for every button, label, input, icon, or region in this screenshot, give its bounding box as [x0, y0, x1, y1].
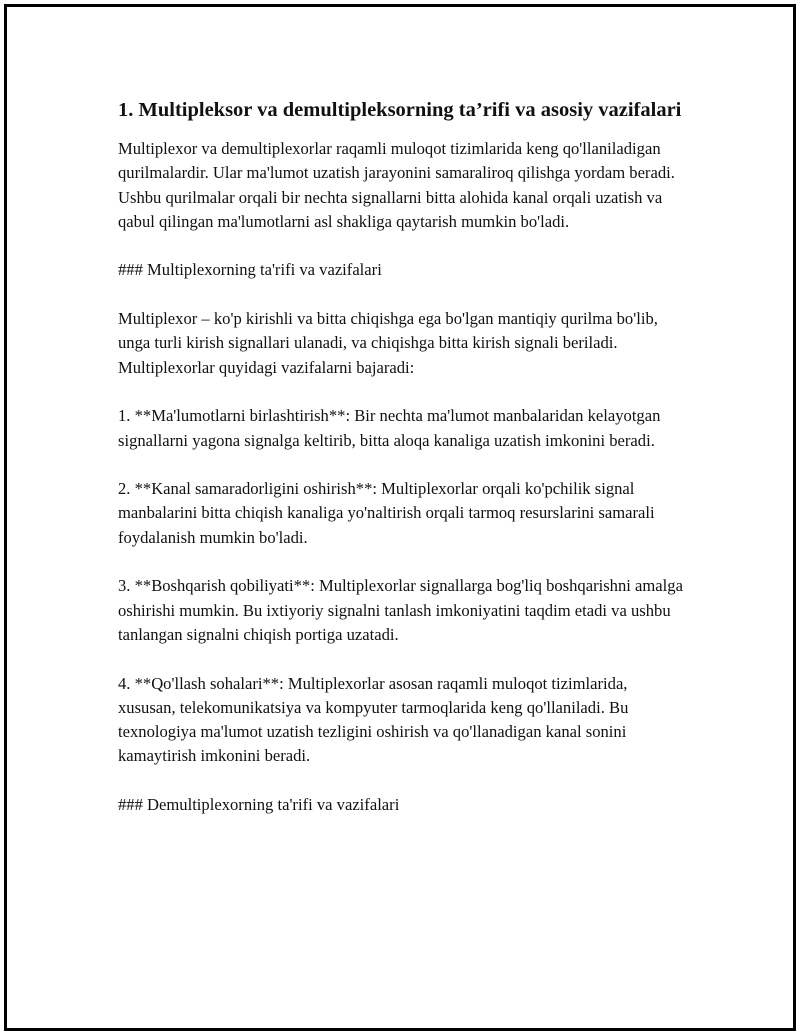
paragraph-gap [118, 769, 688, 793]
list-item-4: 4. **Qo'llash sohalari**: Multiplexorlar asosan raqamli muloqot tizimlarida, xususan, telekomunikatsiya va kompyuter tarmoqlarida keng qo'llaniladi. Bu texnologiya ma'lumot uzatish tezligini oshirish va qo'llanadigan kanal sonini kamaytirish imkonini beradi. [118, 673, 629, 766]
paragraph-gap [118, 234, 688, 258]
list-item-3: 3. **Boshqarish qobiliyati**: Multiplexorlar signallarga bog'liq boshqarishni amalga oshirishi mumkin. Bu ixtiyoriy signalni tanlash imkoniyatini taqdim etadi va ushbu tanlangan signalni chiqish portiga uzatadi. [118, 576, 683, 644]
paragraph-gap [118, 550, 688, 574]
paragraph-gap [118, 380, 688, 404]
list-item-1: 1. **Ma'lumotlarni birlashtirish**: Bir nechta ma'lumot manbalaridan kelayotgan signallarni yagona signalga keltirib, bitta aloqa kanaliga uzatish imkonini beradi. [118, 406, 661, 450]
demultiplexor-subheading: ### Demultiplexorning ta'rifi va vazifalari [118, 795, 400, 815]
paragraph-gap [118, 453, 688, 477]
multiplexor-definition: Multiplexor – ko'p kirishli va bitta chiqishga ega bo'lgan mantiqiy qurilma bo'lib, unga turli kirish signallari ulanadi, va chiqishga bitta kirish signali beriladi. Multiplexorlar quyidagi vazifalarni bajaradi: [118, 309, 658, 377]
section-heading: 1. Multipleksor va demultipleksorning ta’rifi va asosiy vazifalari [118, 99, 682, 121]
list-item-2: 2. **Kanal samaradorligini oshirish**: Multiplexorlar orqali ko'pchilik signal manbalarini bitta chiqish kanaliga yo'naltirish orqali tarmoq resurslarini samarali foydalanish mumkin bo'ladi. [118, 479, 655, 547]
paragraph-gap [118, 283, 688, 307]
paragraph-gap [118, 647, 688, 671]
intro-paragraph: Multiplexor va demultiplexorlar raqamli muloqot tizimlarida keng qo'llaniladigan qurilmalardir. Ular ma'lumot uzatish jarayonini samaraliroq qilishga yordam beradi. Ushbu qurilmalar orqali bir nechta signallarni bitta alohida kanal orqali uzatish va qabul qilingan ma'lumotlarni asl shakliga qaytarish mumkin bo'ladi. [118, 139, 675, 231]
multiplexor-subheading: ### Multiplexorning ta'rifi va vazifalari [118, 260, 382, 280]
document-body [118, 96, 688, 817]
